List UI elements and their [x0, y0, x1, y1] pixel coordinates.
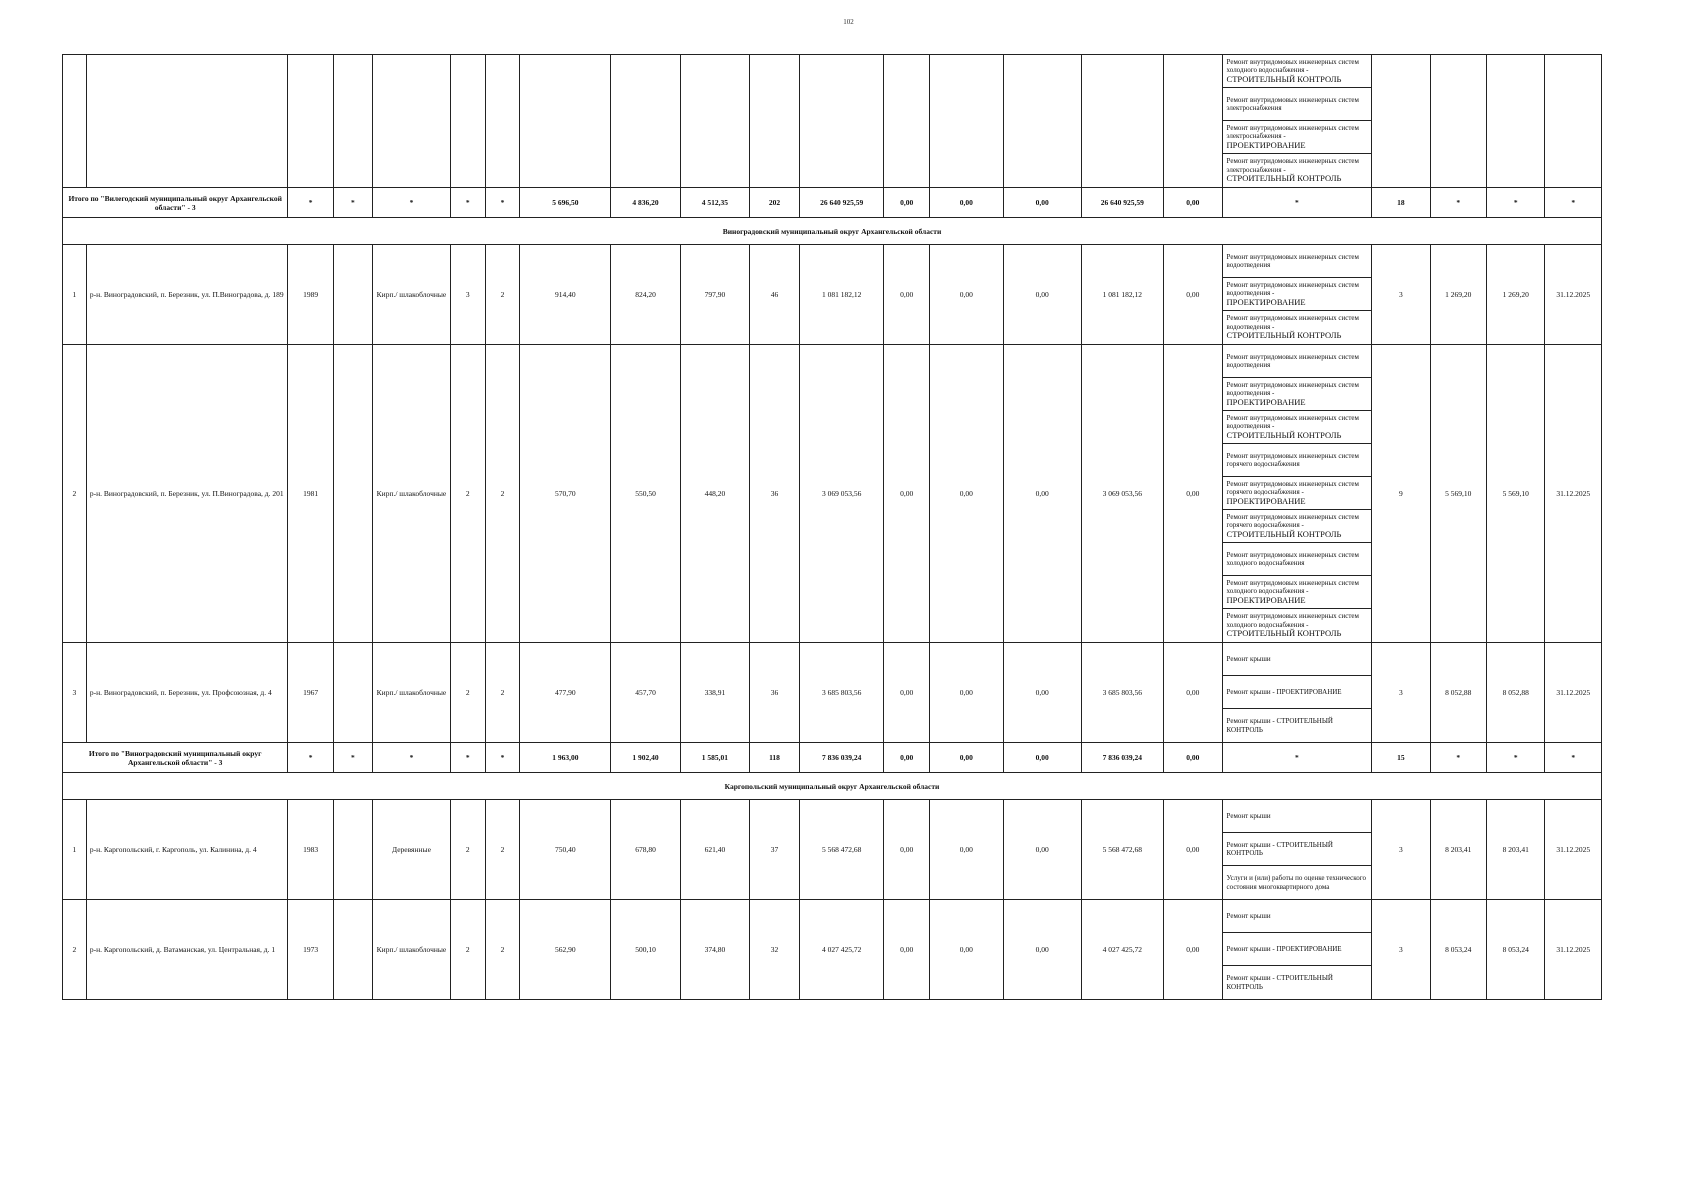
total-star: *	[450, 188, 485, 218]
empty-cell	[1430, 55, 1486, 188]
residents-cell: 37	[750, 800, 800, 900]
entrances-cell: 2	[485, 643, 520, 743]
f2-cell: 0,00	[929, 900, 1003, 1000]
work-stage: ПРОЕКТИРОВАНИЕ	[1226, 396, 1306, 407]
total-star: *	[1430, 188, 1486, 218]
work-stage: ПРОЕКТИРОВАНИЕ	[1226, 139, 1306, 150]
deadline-cell: 31.12.2025	[1545, 643, 1602, 743]
work-text: Ремонт внутридомовых инженерных систем водоотведения -	[1226, 413, 1359, 431]
total-row	[63, 188, 1602, 218]
work-item	[1223, 933, 1372, 966]
work-stage: СТРОИТЕЛЬНЫЙ КОНТРОЛЬ	[1226, 330, 1342, 341]
work-item	[1223, 88, 1372, 121]
total-residents: 202	[750, 188, 800, 218]
area_all-cell: 457,70	[611, 643, 680, 743]
total-label: Итого по "Виноградовский муниципальный округ Архангельской области" - 3	[63, 743, 288, 773]
row-number: 2	[63, 900, 87, 1000]
total-star: *	[333, 743, 372, 773]
work-text: Ремонт крыши - ПРОЕКТИРОВАНИЕ	[1226, 944, 1342, 953]
works-list	[1222, 55, 1372, 188]
f1-cell: 0,00	[884, 345, 930, 643]
total-f4: 7 836 039,24	[1081, 743, 1163, 773]
f3-cell: 0,00	[1003, 643, 1081, 743]
empty-cell	[485, 55, 520, 188]
f2-cell: 0,00	[929, 800, 1003, 900]
total-residents: 118	[750, 743, 800, 773]
address-cell: р-н. Каргопольский, д. Ватаманская, ул. Центральная, д. 1	[86, 900, 288, 1000]
work-item	[1223, 576, 1372, 609]
total-star: *	[450, 743, 485, 773]
deadline-cell: 31.12.2025	[1545, 345, 1602, 643]
total-star: *	[1222, 743, 1372, 773]
floors-cell: 2	[450, 800, 485, 900]
work-text: Ремонт внутридомовых инженерных систем водоотведения	[1226, 352, 1359, 369]
work-item	[1223, 510, 1372, 543]
residents-cell: 32	[750, 900, 800, 1000]
total-area_living: 1 585,01	[680, 743, 749, 773]
work-stage: ПРОЕКТИРОВАНИЕ	[1226, 594, 1306, 605]
total-star: *	[1486, 743, 1545, 773]
entrances-cell: 2	[485, 345, 520, 643]
count-cell: 9	[1372, 345, 1431, 643]
f4-cell: 5 568 472,68	[1081, 800, 1163, 900]
work-item	[1223, 245, 1372, 278]
total-f5: 0,00	[1164, 188, 1223, 218]
cost_total-cell: 5 568 472,68	[799, 800, 884, 900]
total-cost_total: 26 640 925,59	[799, 188, 884, 218]
empty-cell	[1372, 55, 1431, 188]
deadline-cell: 31.12.2025	[1545, 245, 1602, 345]
work-item	[1223, 833, 1372, 866]
area_living-cell: 621,40	[680, 800, 749, 900]
total-star: *	[288, 188, 334, 218]
work-text: Услуги и (или) работы по оценке технического состояния многоквартирного дома	[1226, 874, 1367, 891]
total-area_living: 4 512,35	[680, 188, 749, 218]
total-star: *	[1222, 188, 1372, 218]
total-area_total: 1 963,00	[520, 743, 611, 773]
residents-cell: 36	[750, 643, 800, 743]
cost_total-cell: 3 069 053,56	[799, 345, 884, 643]
empty-cell	[63, 55, 87, 188]
work-item	[1223, 278, 1372, 311]
work-text: Ремонт крыши - ПРОЕКТИРОВАНИЕ	[1226, 687, 1342, 696]
row-number: 1	[63, 800, 87, 900]
work-item	[1223, 543, 1372, 576]
year-cell: 1983	[288, 800, 334, 900]
f4-cell: 4 027 425,72	[1081, 900, 1163, 1000]
works-list	[1222, 345, 1372, 643]
total-star: *	[485, 188, 520, 218]
work-text: Ремонт внутридомовых инженерных систем холодного водоснабжения	[1226, 550, 1359, 567]
table-row	[63, 245, 1602, 345]
work-item	[1223, 345, 1372, 378]
table-row	[63, 55, 1602, 188]
f4-cell: 3 685 803,56	[1081, 643, 1163, 743]
work-text: Ремонт внутридомовых инженерных систем электроснабжения -	[1226, 123, 1359, 141]
empty-cell	[333, 245, 372, 345]
work-text: Ремонт крыши - СТРОИТЕЛЬНЫЙ КОНТРОЛЬ	[1226, 974, 1333, 991]
area_total-cell: 750,40	[520, 800, 611, 900]
count-cell: 3	[1372, 245, 1431, 345]
total-f4: 26 640 925,59	[1081, 188, 1163, 218]
empty-cell	[611, 55, 680, 188]
deadline-cell: 31.12.2025	[1545, 900, 1602, 1000]
total-star: *	[1486, 188, 1545, 218]
table-row	[63, 345, 1602, 643]
work-text: Ремонт внутридомовых инженерных систем горячего водоснабжения -	[1226, 479, 1359, 497]
total-area_all: 4 836,20	[611, 188, 680, 218]
work-item	[1223, 676, 1372, 709]
work-text: Ремонт внутридомовых инженерных систем горячего водоснабжения	[1226, 451, 1359, 468]
work-text: Ремонт внутридомовых инженерных систем горячего водоснабжения -	[1226, 512, 1359, 530]
works-list	[1222, 900, 1372, 1000]
repair-program-table	[62, 54, 1602, 1000]
cost-m2-cell: 1 269,20	[1430, 245, 1486, 345]
section-row	[63, 218, 1602, 245]
empty-cell	[333, 900, 372, 1000]
count-cell: 3	[1372, 800, 1431, 900]
table-row	[63, 900, 1602, 1000]
residents-cell: 36	[750, 345, 800, 643]
empty-cell	[333, 800, 372, 900]
work-item	[1223, 477, 1372, 510]
address-cell: р-н. Каргопольский, г. Каргополь, ул. Калинина, д. 4	[86, 800, 288, 900]
total-f2: 0,00	[929, 188, 1003, 218]
cost-m2-max-cell: 1 269,20	[1486, 245, 1545, 345]
f5-cell: 0,00	[1164, 245, 1223, 345]
total-count: 18	[1372, 188, 1431, 218]
f3-cell: 0,00	[1003, 900, 1081, 1000]
year-cell: 1973	[288, 900, 334, 1000]
material-cell: Деревянные	[372, 800, 450, 900]
work-text: Ремонт внутридомовых инженерных систем холодного водоснабжения -	[1226, 578, 1359, 596]
work-item	[1223, 966, 1372, 999]
deadline-cell: 31.12.2025	[1545, 800, 1602, 900]
total-star: *	[333, 188, 372, 218]
empty-cell	[372, 55, 450, 188]
material-cell: Кирп./ шлакоблочные	[372, 345, 450, 643]
section-title: Виноградовский муниципальный округ Архангельской области	[63, 218, 1602, 245]
empty-cell	[450, 55, 485, 188]
material-cell: Кирп./ шлакоблочные	[372, 900, 450, 1000]
empty-cell	[1486, 55, 1545, 188]
f2-cell: 0,00	[929, 643, 1003, 743]
work-stage: ПРОЕКТИРОВАНИЕ	[1226, 296, 1306, 307]
total-star: *	[372, 188, 450, 218]
empty-cell	[799, 55, 884, 188]
works-list	[1222, 800, 1372, 900]
work-text: Ремонт внутридомовых инженерных систем холодного водоснабжения -	[1226, 612, 1359, 629]
work-stage: СТРОИТЕЛЬНЫЙ КОНТРОЛЬ	[1226, 429, 1342, 440]
address-cell: р-н. Виноградовский, п. Березник, ул. П.Виноградова, д. 189	[86, 245, 288, 345]
area_all-cell: 550,50	[611, 345, 680, 643]
cost-m2-max-cell: 8 052,88	[1486, 643, 1545, 743]
work-item	[1223, 378, 1372, 411]
total-cost_total: 7 836 039,24	[799, 743, 884, 773]
empty-cell	[884, 55, 930, 188]
empty-cell	[929, 55, 1003, 188]
total-star: *	[1545, 743, 1602, 773]
f1-cell: 0,00	[884, 900, 930, 1000]
total-count: 15	[1372, 743, 1431, 773]
total-area_all: 1 902,40	[611, 743, 680, 773]
work-item	[1223, 800, 1372, 833]
address-cell: р-н. Виноградовский, п. Березник, ул. П.Виноградова, д. 201	[86, 345, 288, 643]
f2-cell: 0,00	[929, 245, 1003, 345]
work-text: Ремонт внутридомовых инженерных систем электроснабжения	[1226, 95, 1359, 112]
cost-m2-cell: 8 203,41	[1430, 800, 1486, 900]
empty-cell	[750, 55, 800, 188]
residents-cell: 46	[750, 245, 800, 345]
works-list	[1222, 643, 1372, 743]
cost-m2-max-cell: 5 569,10	[1486, 345, 1545, 643]
work-item	[1223, 900, 1372, 933]
work-text: Ремонт внутридомовых инженерных систем водоотведения -	[1226, 380, 1359, 398]
cost_total-cell: 3 685 803,56	[799, 643, 884, 743]
work-item	[1223, 444, 1372, 477]
work-text: Ремонт крыши	[1226, 654, 1271, 663]
f3-cell: 0,00	[1003, 245, 1081, 345]
total-star: *	[1430, 743, 1486, 773]
total-f5: 0,00	[1164, 743, 1223, 773]
table-row	[63, 800, 1602, 900]
work-item	[1223, 643, 1372, 676]
area_living-cell: 374,80	[680, 900, 749, 1000]
area_all-cell: 500,10	[611, 900, 680, 1000]
empty-cell	[288, 55, 334, 188]
area_total-cell: 914,40	[520, 245, 611, 345]
f4-cell: 1 081 182,12	[1081, 245, 1163, 345]
empty-cell	[333, 345, 372, 643]
work-item	[1223, 55, 1372, 88]
work-item	[1223, 121, 1372, 154]
cost_total-cell: 1 081 182,12	[799, 245, 884, 345]
empty-cell	[1081, 55, 1163, 188]
area_total-cell: 562,90	[520, 900, 611, 1000]
cost-m2-cell: 8 053,24	[1430, 900, 1486, 1000]
entrances-cell: 2	[485, 245, 520, 345]
work-text: Ремонт внутридомовых инженерных систем водоотведения -	[1226, 314, 1359, 331]
year-cell: 1981	[288, 345, 334, 643]
row-number: 1	[63, 245, 87, 345]
f5-cell: 0,00	[1164, 345, 1223, 643]
total-area_total: 5 696,50	[520, 188, 611, 218]
empty-cell	[333, 643, 372, 743]
f4-cell: 3 069 053,56	[1081, 345, 1163, 643]
empty-cell	[1164, 55, 1223, 188]
f5-cell: 0,00	[1164, 800, 1223, 900]
work-item	[1223, 154, 1372, 187]
entrances-cell: 2	[485, 900, 520, 1000]
empty-cell	[1545, 55, 1602, 188]
f1-cell: 0,00	[884, 643, 930, 743]
f1-cell: 0,00	[884, 800, 930, 900]
empty-cell	[1003, 55, 1081, 188]
f5-cell: 0,00	[1164, 643, 1223, 743]
work-text: Ремонт крыши - СТРОИТЕЛЬНЫЙ КОНТРОЛЬ	[1226, 840, 1333, 857]
f2-cell: 0,00	[929, 345, 1003, 643]
floors-cell: 2	[450, 900, 485, 1000]
work-text: Ремонт крыши - СТРОИТЕЛЬНЫЙ КОНТРОЛЬ	[1226, 717, 1333, 734]
total-f2: 0,00	[929, 743, 1003, 773]
cost_total-cell: 4 027 425,72	[799, 900, 884, 1000]
total-label: Итого по "Вилегодский муниципальный округ Архангельской области" - 3	[63, 188, 288, 218]
row-number: 3	[63, 643, 87, 743]
total-f3: 0,00	[1003, 188, 1081, 218]
total-star: *	[485, 743, 520, 773]
area_living-cell: 448,20	[680, 345, 749, 643]
work-text: Ремонт внутридомовых инженерных систем водоотведения -	[1226, 280, 1359, 298]
area_total-cell: 477,90	[520, 643, 611, 743]
work-text: Ремонт внутридомовых инженерных систем холодного водоснабжения -	[1226, 57, 1359, 75]
works-list	[1222, 245, 1372, 345]
area_all-cell: 678,80	[611, 800, 680, 900]
count-cell: 3	[1372, 900, 1431, 1000]
section-title: Каргопольский муниципальный округ Архангельской области	[63, 773, 1602, 800]
entrances-cell: 2	[485, 800, 520, 900]
work-stage: СТРОИТЕЛЬНЫЙ КОНТРОЛЬ	[1226, 528, 1342, 539]
total-f1: 0,00	[884, 188, 930, 218]
total-star: *	[288, 743, 334, 773]
work-text: Ремонт крыши	[1226, 811, 1271, 820]
work-stage: СТРОИТЕЛЬНЫЙ КОНТРОЛЬ	[1226, 73, 1342, 84]
section-row	[63, 773, 1602, 800]
work-text: Ремонт внутридомовых инженерных систем водоотведения	[1226, 252, 1359, 269]
work-text: Ремонт внутридомовых инженерных систем электроснабжения -	[1226, 157, 1359, 174]
empty-cell	[520, 55, 611, 188]
year-cell: 1967	[288, 643, 334, 743]
f5-cell: 0,00	[1164, 900, 1223, 1000]
work-stage: СТРОИТЕЛЬНЫЙ КОНТРОЛЬ	[1226, 628, 1342, 639]
total-f1: 0,00	[884, 743, 930, 773]
floors-cell: 3	[450, 245, 485, 345]
total-star: *	[372, 743, 450, 773]
table-body	[63, 55, 1602, 1000]
empty-cell	[680, 55, 749, 188]
row-number: 2	[63, 345, 87, 643]
work-item	[1223, 411, 1372, 444]
f3-cell: 0,00	[1003, 800, 1081, 900]
work-stage: СТРОИТЕЛЬНЫЙ КОНТРОЛЬ	[1226, 173, 1342, 184]
empty-cell	[333, 55, 372, 188]
f1-cell: 0,00	[884, 245, 930, 345]
address-cell: р-н. Виноградовский, п. Березник, ул. Профсоюзная, д. 4	[86, 643, 288, 743]
total-star: *	[1545, 188, 1602, 218]
work-item	[1223, 866, 1372, 899]
material-cell: Кирп./ шлакоблочные	[372, 643, 450, 743]
floors-cell: 2	[450, 643, 485, 743]
work-stage: ПРОЕКТИРОВАНИЕ	[1226, 495, 1306, 506]
area_living-cell: 338,91	[680, 643, 749, 743]
f3-cell: 0,00	[1003, 345, 1081, 643]
cost-m2-max-cell: 8 203,41	[1486, 800, 1545, 900]
empty-cell	[86, 55, 288, 188]
area_all-cell: 824,20	[611, 245, 680, 345]
table-row	[63, 643, 1602, 743]
total-f3: 0,00	[1003, 743, 1081, 773]
year-cell: 1989	[288, 245, 334, 345]
work-item	[1223, 709, 1372, 742]
floors-cell: 2	[450, 345, 485, 643]
area_living-cell: 797,90	[680, 245, 749, 345]
cost-m2-cell: 5 569,10	[1430, 345, 1486, 643]
work-text: Ремонт крыши	[1226, 911, 1271, 920]
work-item	[1223, 311, 1372, 344]
material-cell: Кирп./ шлакоблочные	[372, 245, 450, 345]
area_total-cell: 570,70	[520, 345, 611, 643]
page-number: 102	[843, 18, 854, 26]
total-row	[63, 743, 1602, 773]
work-item	[1223, 609, 1372, 642]
cost-m2-max-cell: 8 053,24	[1486, 900, 1545, 1000]
count-cell: 3	[1372, 643, 1431, 743]
cost-m2-cell: 8 052,88	[1430, 643, 1486, 743]
